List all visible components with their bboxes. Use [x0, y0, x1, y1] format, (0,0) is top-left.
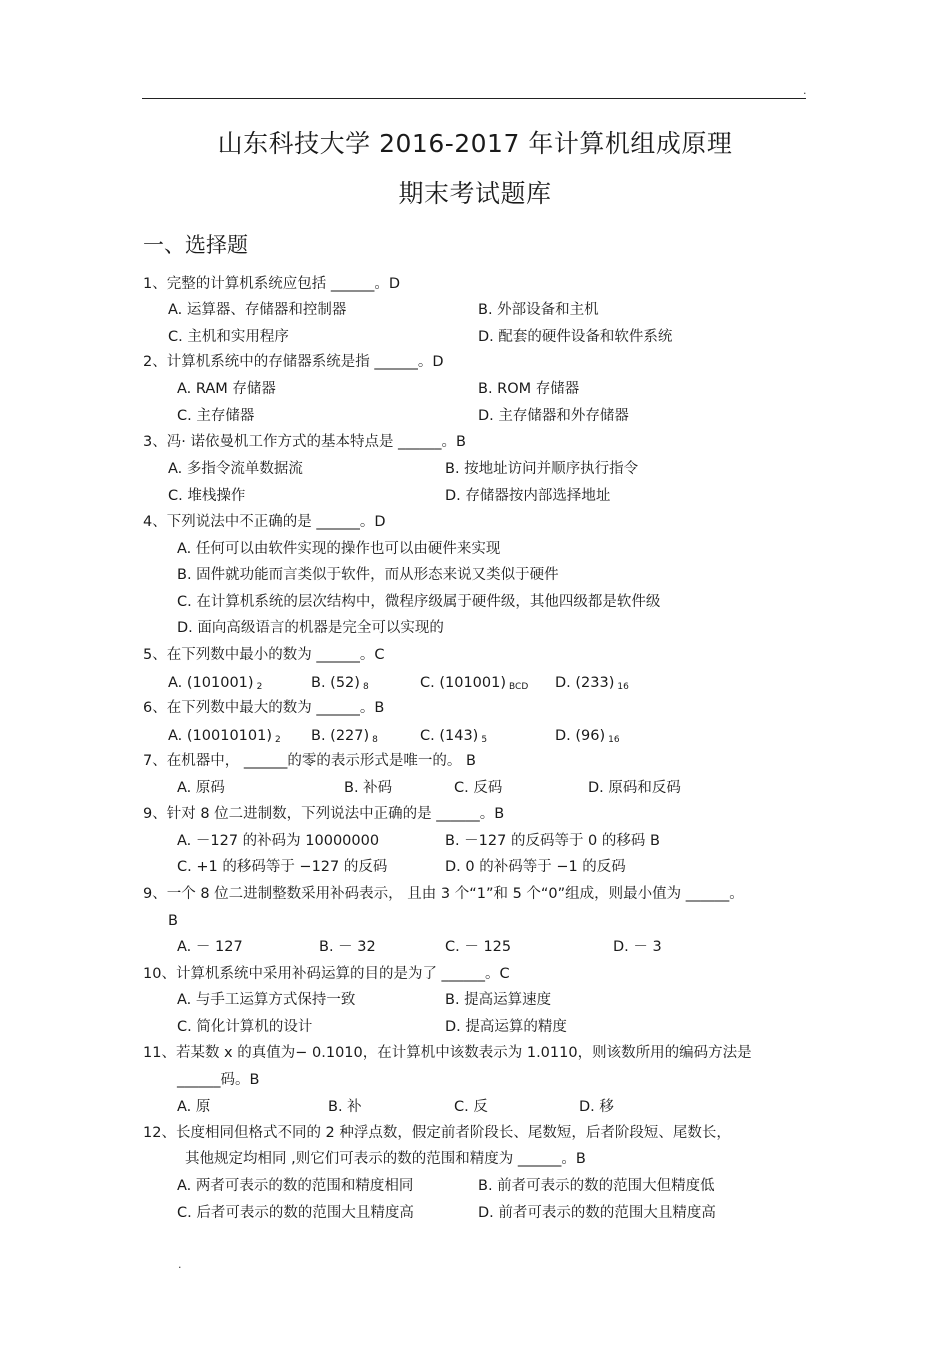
question-stem: 5、在下列数中最小的数为 ______。C: [143, 647, 385, 663]
option-c: C. 主存储器: [177, 408, 255, 424]
footer-dot-mark: .: [178, 1258, 182, 1271]
option-c: C. 反: [454, 1099, 488, 1115]
option-a: A. 任何可以由软件实现的操作也可以由硬件来实现: [177, 541, 501, 557]
option-b: B. 外部设备和主机: [478, 302, 599, 318]
option-a: A. RAM 存储器: [177, 381, 276, 397]
option-b: B. (227) $_8$: [311, 728, 378, 745]
question-stem: 6、在下列数中最大的数为 ______。B: [143, 700, 385, 716]
option-a: A. － 127: [177, 939, 243, 955]
question-stem: 4、下列说法中不正确的是 ______。D: [143, 514, 386, 530]
question-stem: 2、计算机系统中的存储器系统是指 ______。D: [143, 354, 444, 370]
option-a: A. 原码: [177, 780, 225, 796]
document-title: 山东科技大学 2016-2017 年计算机组成原理: [217, 129, 733, 158]
option-d: D. 提高运算的精度: [445, 1019, 567, 1035]
question-stem: 7、在机器中， ______的零的表示形式是唯一的。 B: [143, 753, 476, 769]
option-d: D. 0 的补码等于 −1 的反码: [445, 859, 626, 875]
option-b: B. 补: [328, 1099, 362, 1115]
option-c: C. 在计算机系统的层次结构中，微程序级属于硬件级，其他四级都是软件级: [177, 594, 661, 610]
option-c: C. 简化计算机的设计: [177, 1019, 313, 1035]
option-d: D. 存储器按内部选择地址: [445, 488, 611, 504]
header-dot-mark: .: [803, 84, 807, 97]
option-a: A. －127 的补码为 10000000: [177, 833, 380, 849]
question-stem: 1、完整的计算机系统应包括 ______。D: [143, 276, 400, 292]
option-c: C. 主机和实用程序: [168, 329, 289, 345]
section-heading: 一、选择题: [143, 233, 248, 257]
question-stem: 9、针对 8 位二进制数，下列说法中正确的是 ______。B: [143, 806, 505, 822]
document-subtitle: 期末考试题库: [398, 179, 552, 208]
option-a: A. (10010101) $_2$: [168, 728, 281, 745]
option-d: D. 配套的硬件设备和软件系统: [478, 329, 673, 345]
option-d: D. 原码和反码: [588, 780, 681, 796]
question-stem: 3、冯· 诺依曼机工作方式的基本特点是 ______。B: [143, 434, 466, 450]
option-a: A. 运算器、存储器和控制器: [168, 302, 347, 318]
option-c: C. 堆栈操作: [168, 488, 246, 504]
option-d: D. 前者可表示的数的范围大且精度高: [478, 1205, 716, 1221]
header-rule: [142, 98, 806, 99]
option-a: A. (101001) $_2$: [168, 675, 263, 692]
option-b: B. 按地址访问并顺序执行指令: [445, 461, 639, 477]
option-a: A. 原: [177, 1099, 211, 1115]
option-a: A. 与手工运算方式保持一致: [177, 992, 356, 1008]
option-b: B. 提高运算速度: [445, 992, 552, 1008]
question-stem-continuation: B: [168, 913, 178, 929]
option-b: B. 前者可表示的数的范围大但精度低: [478, 1178, 715, 1194]
option-c: C. 反码: [454, 780, 503, 796]
option-b: B. 补码: [344, 780, 393, 796]
question-stem: 9、一个 8 位二进制整数采用补码表示， 且由 3 个“1”和 5 个“0”组成，则最小值为 ______。: [143, 886, 744, 902]
question-stem: 10、计算机系统中采用补码运算的目的是为了 ______。C: [143, 966, 510, 982]
question-stem: 12、长度相同但格式不同的 2 种浮点数，假定前者阶段长、尾数短，后者阶段短、尾数长，: [143, 1125, 731, 1141]
option-d: D. (96) $_{16}$: [555, 728, 620, 745]
option-a: A. 多指令流单数据流: [168, 461, 303, 477]
option-c: C. +1 的移码等于 −127 的反码: [177, 859, 388, 875]
option-d: D. 主存储器和外存储器: [478, 408, 629, 424]
question-stem: 11、若某数 x 的真值为− 0.1010，在计算机中该数表示为 1.0110，则该数所用的编码方法是: [143, 1045, 752, 1061]
option-a: A. 两者可表示的数的范围和精度相同: [177, 1178, 414, 1194]
option-d: D. 移: [579, 1099, 614, 1115]
option-b: B. － 32: [319, 939, 376, 955]
option-c: C. 后者可表示的数的范围大且精度高: [177, 1205, 414, 1221]
option-b: B. －127 的反码等于 0 的移码 B: [445, 833, 660, 849]
option-c: C. (101001) $_{BCD}$: [420, 675, 529, 692]
option-c: C. － 125: [445, 939, 512, 955]
option-c: C. (143) $_5$: [420, 728, 488, 745]
question-stem-continuation: 其他规定均相同 ,则它们可表示的数的范围和精度为 ______。B: [185, 1151, 586, 1167]
option-d: D. 面向高级语言的机器是完全可以实现的: [177, 620, 444, 636]
option-b: B. (52) $_8$: [311, 675, 369, 692]
option-b: B. ROM 存储器: [478, 381, 580, 397]
option-d: D. (233) $_{16}$: [555, 675, 629, 692]
question-stem-continuation: ______码。B: [177, 1072, 260, 1088]
option-b: B. 固件就功能而言类似于软件，而从形态来说又类似于硬件: [177, 567, 559, 583]
option-d: D. － 3: [613, 939, 662, 955]
